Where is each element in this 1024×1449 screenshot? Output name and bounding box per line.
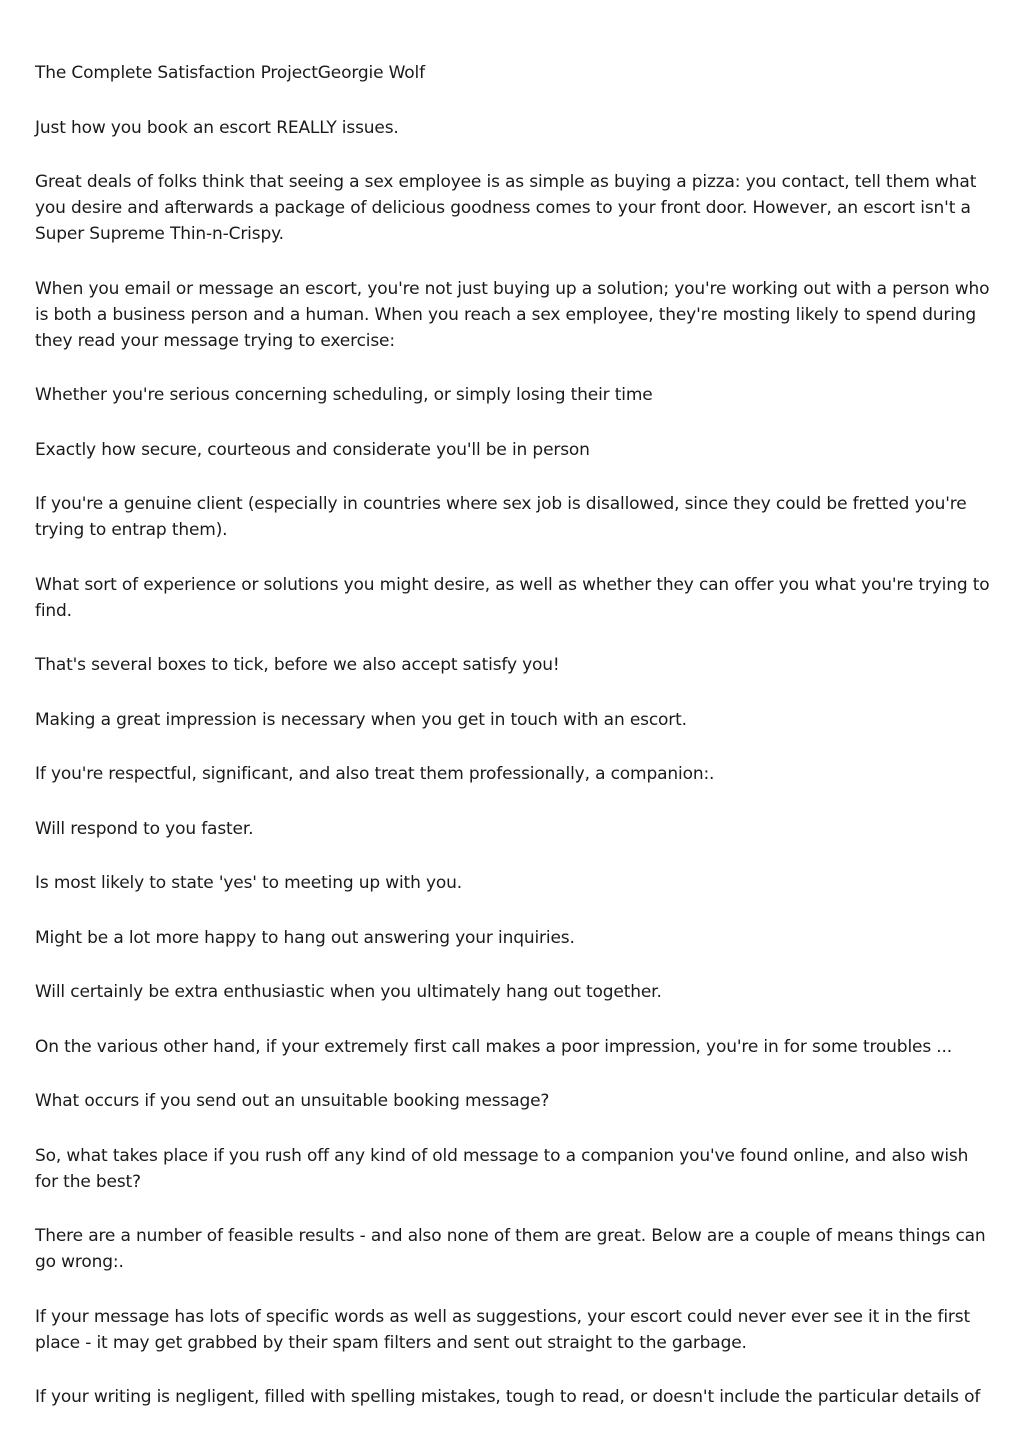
paragraph: What sort of experience or solutions you might desire, as well as whether they can offer you what you're trying to find. <box>35 574 990 621</box>
paragraph: Might be a lot more happy to hang out answering your inquiries. <box>35 927 575 948</box>
paragraph: When you email or message an escort, you're not just buying up a solution; you're working out with a person who is both a business person and a human. When you reach a sex employee, they're mosting likely to spend during they read your message trying to exercise: <box>35 278 990 351</box>
paragraph: What occurs if you send out an unsuitable booking message? <box>35 1091 550 1111</box>
paragraph: Just how you book an escort REALLY issues. <box>35 117 399 138</box>
paragraph: If you're a genuine client (especially in countries where sex job is disallowed, since they could be fretted you're trying to entrap them). <box>35 494 967 540</box>
paragraph: That's several boxes to tick, before we also accept satisfy you! <box>35 655 560 675</box>
paragraph: If you're respectful, significant, and also treat them professionally, a companion:. <box>35 764 715 784</box>
paragraph: So, what takes place if you rush off any kind of old message to a companion you've found online, and also wish for the best? <box>35 1145 969 1192</box>
paragraph: If your writing is negligent, filled with spelling mistakes, tough to read, or doesn't include the particular details of <box>35 1387 981 1407</box>
paragraph: Great deals of folks think that seeing a sex employee is as simple as buying a pizza: you contact, tell them what you desire and afterwards a package of delicious goodness comes to your front door. However, an escort isn't a Super Supreme Thin-n-Crispy. <box>35 172 977 244</box>
paragraph: On the various other hand, if your extremely first call makes a poor impression, you're in for some troubles ... <box>35 1036 953 1057</box>
document-page <box>35 60 990 1439</box>
paragraph: There are a number of feasible results - and also none of them are great. Below are a couple of means things can go wrong:. <box>35 1226 986 1272</box>
paragraph: Making a great impression is necessary when you get in touch with an escort. <box>35 709 687 730</box>
paragraph: Exactly how secure, courteous and considerate you'll be in person <box>35 439 590 460</box>
document-title: The Complete Satisfaction ProjectGeorgie Wolf <box>35 63 425 83</box>
paragraph: Is most likely to state 'yes' to meeting up with you. <box>35 873 462 893</box>
paragraph: If your message has lots of specific words as well as suggestions, your escort could never ever see it in the first place - it may get grabbed by their spam filters and sent out straight to the garbage. <box>35 1306 970 1353</box>
paragraph: Will certainly be extra enthusiastic when you ultimately hang out together. <box>35 982 662 1002</box>
paragraph: Whether you're serious concerning scheduling, or simply losing their time <box>35 385 653 405</box>
paragraph: Will respond to you faster. <box>35 818 254 839</box>
